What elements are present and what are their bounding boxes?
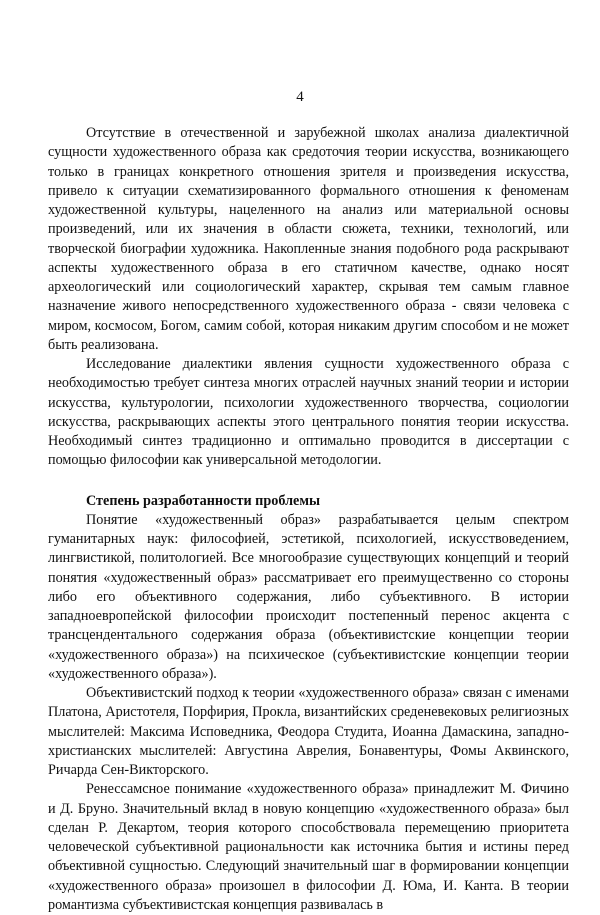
paragraph-intro-1: Отсутствие в отечественной и зарубежной школах анализа диалектичной сущности художественного образа как средоточия теории искусства, возникающего только в границах конкретного отношения зрителя и произведения искусства, привело к ситуации схематизированного формального отношения к феноменам художественной культуры, нацеленного на анализ или материальной основы произведений, или их значения в области сюжета, техники, технологий, или творческой биографии художника. Накопленные знания подобного рода раскрывают аспекты художественного образа в его статичном качестве, однако носят археологический или социологический характер, скрывая тем самым главное назначение живого непосредственного художественного образа - связи человека с миром, космосом, Богом, самим собой, которая никаким другим способом и не может быть реализована. bbox=[48, 125, 569, 353]
document-body bbox=[48, 124, 569, 915]
paragraph-main-2: Объективистский подход к теории «художественного образа» связан с именами Платона, Аристотеля, Порфирия, Прокла, византийских среденевековых религиозных мыслителей: Максима Исповедника, Феодора Студита, Иоанна Дамаскина, западно-христианских мыслителей: Августина Аврелия, Бонавентуры, Фомы Аквинского, Ричарда Сен-Викторского. bbox=[48, 685, 569, 778]
paragraph-main-3: Ренессамсное понимание «художественного образа» принадлежит М. Фичино и Д. Бруно. Значительный вклад в новую концепцию «художественного образа» был сделан Р. Декартом, теория которого способствовала перемещению приоритета человеческой субъективной рациональности как источника бытия и истины перед объективной сущностью. Следующий значительный шаг в формировании концепции «художественного образа» произошел в философии Д. Юма, И. Канта. В теории романтизма субъективистская концепция развивалась в bbox=[48, 781, 569, 913]
paragraph-main-1: Понятие «художественный образ» разрабатывается целым спектром гуманитарных наук: философией, эстетикой, психологией, искусствоведением, лингвистикой, политологией. Все многообразие существующих концепций и теорий понятия «художественный образ» рассматривает его преимущественно со стороны либо его объективного содержания, либо субъективного. В истории западноевропейской философии происходит постепенный перенос акцента с трансцендентального содержания образа (объективистские концепции теории «художественного образа») на психическое (субъективистские концепции теории «художественного образа»). bbox=[48, 511, 569, 682]
section-heading: Степень разработанности проблемы bbox=[86, 492, 321, 509]
paragraph-intro-2: Исследование диалектики явления сущности художественного образа с необходимостью требует синтеза многих отраслей научных знаний теории и истории искусства, культурологии, психологии художественного творчества, социологии искусства, раскрывающих аспекты этого центрального понятия теории искусства. Необходимый синтез традиционно и оптимально проводится в диссертации с помощью философии как универсальной методологии. bbox=[48, 356, 569, 469]
page-number: 4 bbox=[296, 89, 304, 105]
